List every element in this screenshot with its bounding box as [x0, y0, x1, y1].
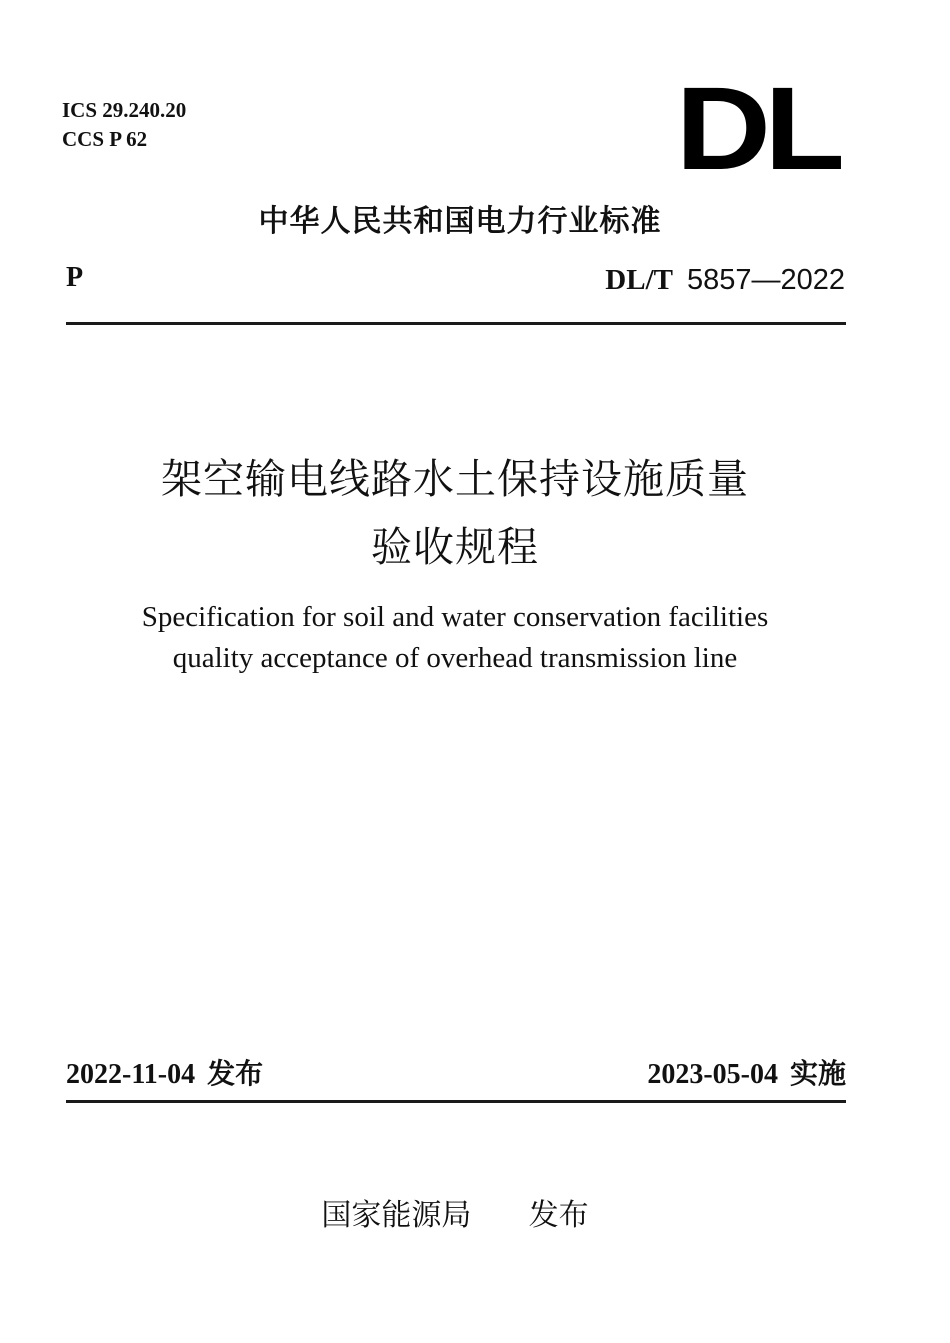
implement-date-block — [647, 1052, 846, 1092]
issuer-line — [0, 1190, 910, 1234]
title-cn-line2: 验收规程 — [371, 523, 539, 571]
issue-date-block — [66, 1052, 263, 1092]
title-cn-line1: 架空输电线路水土保持设施质量 — [161, 455, 749, 503]
classification-letter: P — [66, 262, 84, 293]
implement-date: 2023-05-04 — [647, 1059, 778, 1090]
standard-code: 5857—2022 — [686, 264, 845, 296]
bottom-divider — [66, 1100, 846, 1103]
issuer-label: 发布 — [528, 1198, 589, 1233]
ics-code: ICS 29.240.20 — [62, 98, 187, 122]
implement-label: 实施 — [789, 1057, 846, 1090]
issue-date: 2022-11-04 — [66, 1059, 196, 1090]
issuer-org: 国家能源局 — [321, 1198, 472, 1233]
ccs-code: CCS P 62 — [62, 127, 148, 151]
industry-standard-heading: 中华人民共和国电力行业标准 — [258, 204, 662, 239]
title-en-line2: quality acceptance of overhead transmission line — [172, 642, 738, 674]
dl-logo: DL — [675, 63, 838, 195]
issue-label: 发布 — [207, 1057, 264, 1090]
classification-codes — [62, 96, 186, 154]
top-divider — [66, 322, 846, 325]
standard-prefix: DL/T — [605, 264, 673, 296]
title-en-line1: Specification for soil and water conservation facilities — [141, 601, 769, 633]
standard-number — [605, 262, 845, 297]
